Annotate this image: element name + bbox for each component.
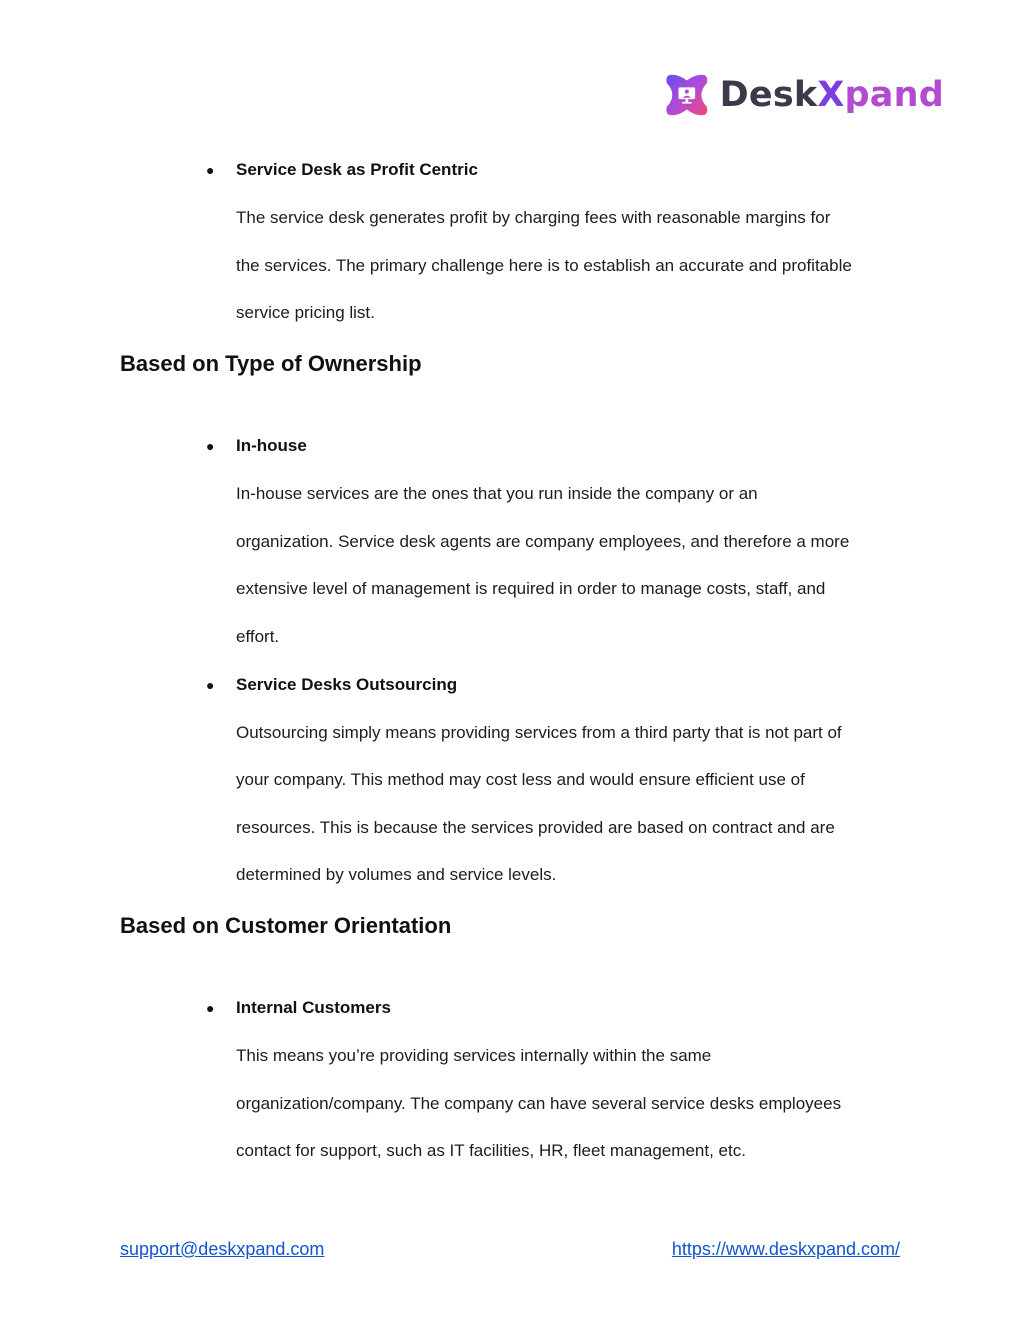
paragraph-line: determined by volumes and service levels.: [236, 865, 557, 884]
bullet-icon: ●: [206, 162, 215, 178]
logo-text-desk: Desk: [719, 75, 818, 115]
logo-wordmark: [720, 75, 944, 115]
deskxpand-logo-icon: [664, 62, 710, 128]
section-heading-customer: Based on Customer Orientation: [120, 913, 452, 938]
paragraph-line: organization. Service desk agents are company employees, and therefore a more: [236, 532, 850, 551]
paragraph-line: resources. This is because the services provided are based on contract and are: [236, 818, 835, 837]
logo: [664, 60, 944, 130]
bullet-icon: ●: [206, 677, 215, 693]
item-title-outsourcing: Service Desks Outsourcing: [236, 675, 458, 694]
paragraph-line: extensive level of management is required in order to manage costs, staff, and: [236, 579, 826, 598]
logo-text-x: X: [817, 75, 845, 115]
logo-text-pand: pand: [844, 75, 944, 115]
paragraph-line: contact for support, such as IT facilities, HR, fleet management, etc.: [236, 1141, 746, 1160]
paragraph-line: the services. The primary challenge here is to establish an accurate and profitable: [236, 256, 852, 275]
paragraph-line: In-house services are the ones that you run inside the company or an: [236, 484, 758, 503]
bullet-icon: ●: [206, 1000, 215, 1016]
paragraph-line: The service desk generates profit by charging fees with reasonable margins for: [236, 208, 831, 227]
paragraph-line: This means you’re providing services internally within the same: [236, 1046, 712, 1065]
footer-website-link[interactable]: https://www.deskxpand.com/: [671, 1239, 900, 1259]
section-heading-ownership: Based on Type of Ownership: [120, 351, 422, 376]
paragraph-line: service pricing list.: [236, 303, 375, 322]
paragraph-line: organization/company. The company can have several service desks employees: [236, 1094, 842, 1113]
paragraph-line: your company. This method may cost less and would ensure efficient use of: [236, 770, 805, 789]
item-title-profit-centric: Service Desk as Profit Centric: [236, 160, 478, 179]
footer-email-link[interactable]: support@deskxpand.com: [120, 1239, 325, 1259]
paragraph-line: Outsourcing simply means providing services from a third party that is not part of: [236, 723, 842, 742]
paragraph-line: effort.: [236, 627, 280, 646]
item-title-internal-customers: Internal Customers: [236, 998, 391, 1017]
bullet-icon: ●: [206, 438, 215, 454]
item-title-in-house: In-house: [236, 436, 307, 455]
